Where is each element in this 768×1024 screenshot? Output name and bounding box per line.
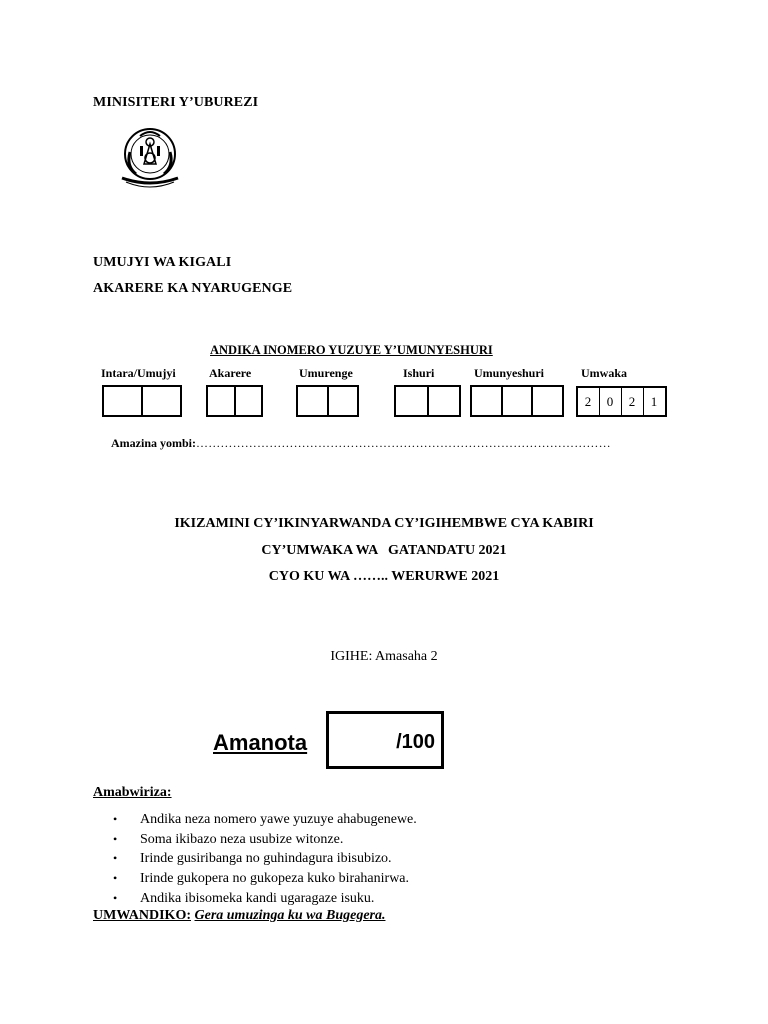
digit-box[interactable] <box>472 387 503 415</box>
digit-box[interactable] <box>143 387 180 415</box>
bullet-icon: • <box>113 851 118 866</box>
list-item <box>113 810 417 830</box>
digit-box[interactable] <box>533 387 562 415</box>
exam-title-line-1: IKIZAMINI CY’IKINYARWANDA CY’IGIHEMBWE CYA KABIRI <box>174 516 594 531</box>
label-intara: Intara/Umujyi <box>101 366 176 380</box>
student-number-heading: ANDIKA INOMERO YUZUYE Y’UMUNYESHURI <box>210 343 493 357</box>
score-label: Amanota <box>213 730 308 755</box>
writing-label: UMWANDIKO: <box>93 908 191 923</box>
label-ishuri: Ishuri <box>403 366 435 380</box>
instructions-heading: Amabwiriza: <box>93 785 172 800</box>
bullet-icon: • <box>113 871 118 886</box>
year-digit: 2 <box>622 388 644 415</box>
list-item <box>113 869 417 889</box>
digit-box[interactable] <box>329 387 358 415</box>
bullet-icon: • <box>113 812 118 827</box>
exam-duration: IGIHE: Amasaha 2 <box>330 649 438 664</box>
full-names-line[interactable] <box>111 436 611 451</box>
digit-box[interactable] <box>298 387 329 415</box>
instruction-text: Irinde gusiribanga no guhindagura ibisubizo. <box>140 851 392 867</box>
rwanda-coat-of-arms-icon <box>114 122 186 190</box>
umunyeshuri-boxes[interactable] <box>470 385 564 417</box>
intara-boxes[interactable] <box>102 385 182 417</box>
exam-title-line-2: CY’UMWAKA WA GATANDATU 2021 <box>261 543 507 558</box>
instruction-text: Andika neza nomero yawe yuzuye ahabugenewe. <box>140 812 417 828</box>
bullet-icon: • <box>113 890 118 905</box>
writing-task <box>93 908 385 924</box>
instruction-text: Andika ibisomeka kandi ugaragaze isuku. <box>140 890 375 906</box>
year-digit: 2 <box>578 388 600 415</box>
city-title: UMUJYI WA KIGALI <box>93 255 232 270</box>
label-akarere: Akarere <box>209 366 252 380</box>
digit-box[interactable] <box>236 387 262 415</box>
digit-box[interactable] <box>208 387 236 415</box>
ishuri-boxes[interactable] <box>394 385 461 417</box>
full-names-label: Amazina yombi: <box>111 436 196 450</box>
digit-box[interactable] <box>429 387 460 415</box>
year-digit: 0 <box>600 388 622 415</box>
akarere-boxes[interactable] <box>206 385 263 417</box>
umurenge-boxes[interactable] <box>296 385 359 417</box>
score-total: /100 <box>396 731 435 753</box>
instruction-text: Irinde gukopera no gukopeza kuko birahanirwa. <box>140 871 410 887</box>
digit-box[interactable] <box>503 387 534 415</box>
instructions-list <box>113 810 417 908</box>
writing-title: Gera umuzinga ku wa Bugegera. <box>194 908 386 923</box>
ministry-title: MINISITERI Y’UBUREZI <box>93 95 259 110</box>
list-item <box>113 888 417 908</box>
instruction-text: Soma ikibazo neza usubize witonze. <box>140 831 344 847</box>
digit-box[interactable] <box>396 387 429 415</box>
year-digit: 1 <box>650 393 659 409</box>
umwaka-boxes <box>576 386 667 417</box>
exam-title-line-3: CYO KU WA …….. WERURWE 2021 <box>268 569 500 584</box>
label-umurenge: Umurenge <box>299 366 353 380</box>
digit-box[interactable] <box>104 387 143 415</box>
district-title: AKARERE KA NYARUGENGE <box>93 281 293 296</box>
list-item <box>113 849 417 869</box>
bullet-icon: • <box>113 831 118 846</box>
full-names-dots: ………………………………………………………………………………………… <box>196 436 611 450</box>
score-box <box>326 711 444 769</box>
label-umwaka: Umwaka <box>581 366 628 380</box>
label-umunyeshuri: Umunyeshuri <box>474 366 545 380</box>
list-item <box>113 830 417 850</box>
